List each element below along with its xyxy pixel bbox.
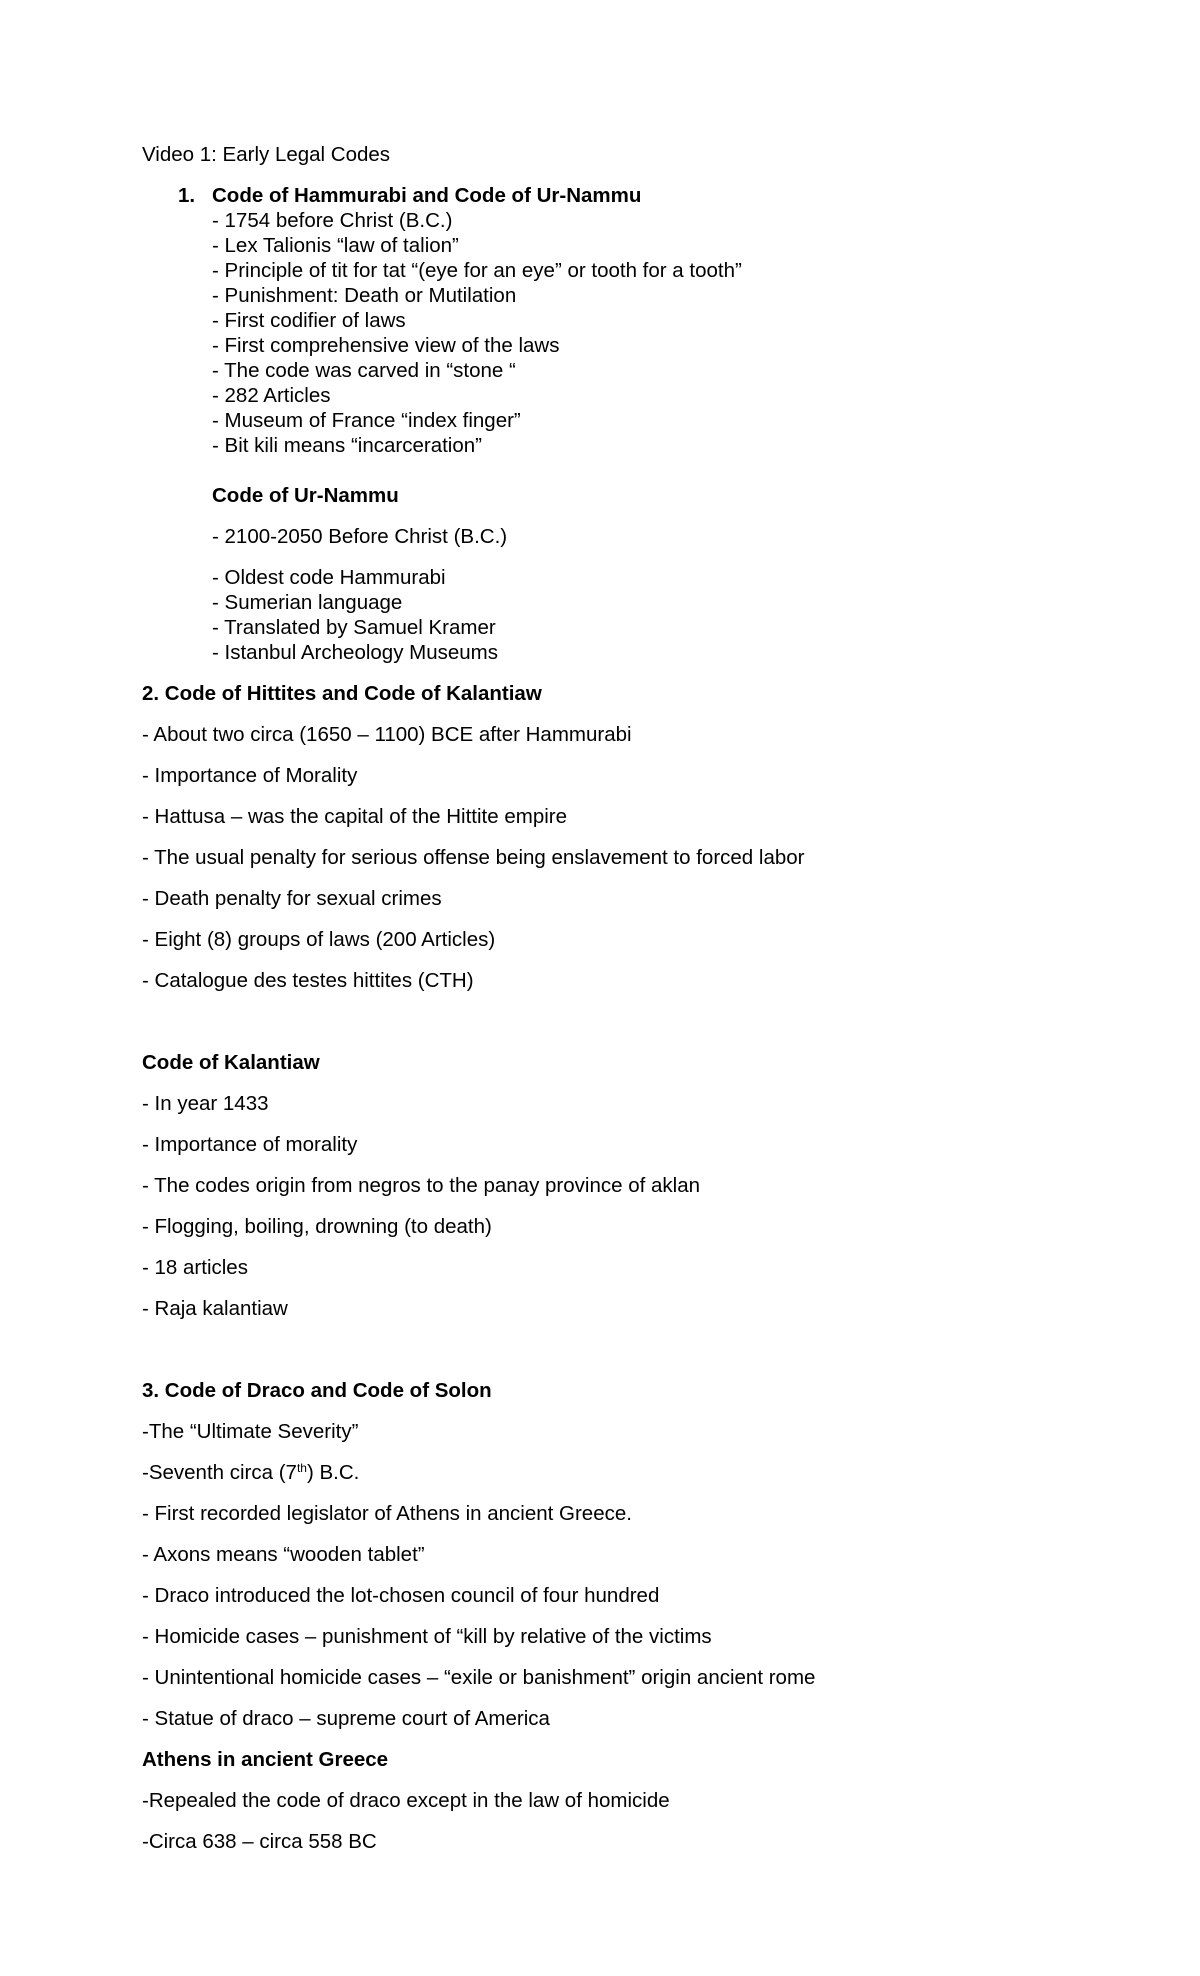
list-item: - Eight (8) groups of laws (200 Articles) xyxy=(142,928,496,951)
list-item: - Catalogue des testes hittites (CTH) xyxy=(142,969,474,992)
section-1-heading: Code of Hammurabi and Code of Ur-Nammu xyxy=(212,184,642,207)
list-item: - Museum of France “index finger” xyxy=(212,409,521,432)
list-item: - Lex Talionis “law of talion” xyxy=(212,234,459,257)
list-item: - Unintentional homicide cases – “exile or banishment” origin ancient rome xyxy=(142,1666,816,1689)
list-item: - Istanbul Archeology Museums xyxy=(212,641,498,664)
list-item: - First comprehensive view of the laws xyxy=(212,334,560,357)
list-item: - Punishment: Death or Mutilation xyxy=(212,284,517,307)
section-3-heading: 3. Code of Draco and Code of Solon xyxy=(142,1379,492,1402)
list-item-seventh-circa xyxy=(142,1460,359,1486)
list-item: - Homicide cases – punishment of “kill by relative of the victims xyxy=(142,1625,712,1648)
list-item: - Axons means “wooden tablet” xyxy=(142,1543,425,1566)
text-run: ) B.C. xyxy=(306,1461,360,1484)
list-item: - Translated by Samuel Kramer xyxy=(212,616,496,639)
list-item: - About two circa (1650 – 1100) BCE after Hammurabi xyxy=(142,723,632,746)
list-item: - Importance of morality xyxy=(142,1133,358,1156)
list-item: - The codes origin from negros to the panay province of aklan xyxy=(142,1174,700,1197)
section-1-number: 1. xyxy=(178,184,196,207)
subsection-heading-athens: Athens in ancient Greece xyxy=(142,1748,389,1771)
list-item: -The “Ultimate Severity” xyxy=(142,1420,359,1443)
list-item: - First recorded legislator of Athens in ancient Greece. xyxy=(142,1502,632,1525)
list-item: - Principle of tit for tat “(eye for an eye” or tooth for a tooth” xyxy=(212,259,742,282)
subsection-heading-ur-nammu: Code of Ur-Nammu xyxy=(212,484,399,507)
list-item: - Hattusa – was the capital of the Hittite empire xyxy=(142,805,568,828)
list-item: - The usual penalty for serious offense being enslavement to forced labor xyxy=(142,846,805,869)
list-item: - Death penalty for sexual crimes xyxy=(142,887,442,910)
subsection-heading-kalantiaw: Code of Kalantiaw xyxy=(142,1051,320,1074)
list-item: - Flogging, boiling, drowning (to death) xyxy=(142,1215,492,1238)
list-item: - Bit kili means “incarceration” xyxy=(212,434,482,457)
list-item: -Repealed the code of draco except in the law of homicide xyxy=(142,1789,670,1812)
list-item: - Raja kalantiaw xyxy=(142,1297,288,1320)
list-item: - Oldest code Hammurabi xyxy=(212,566,446,589)
superscript: th xyxy=(296,1461,307,1475)
list-item: - 18 articles xyxy=(142,1256,248,1279)
list-item: -Circa 638 – circa 558 BC xyxy=(142,1830,377,1853)
list-item: - Importance of Morality xyxy=(142,764,358,787)
list-item: - The code was carved in “stone “ xyxy=(212,359,516,382)
list-item: - In year 1433 xyxy=(142,1092,269,1115)
list-item: - 1754 before Christ (B.C.) xyxy=(212,209,453,232)
list-item: - Statue of draco – supreme court of America xyxy=(142,1707,550,1730)
list-item: - 282 Articles xyxy=(212,384,331,407)
list-item: - Draco introduced the lot-chosen council of four hundred xyxy=(142,1584,660,1607)
section-2-heading: 2. Code of Hittites and Code of Kalantiaw xyxy=(142,682,542,705)
text-run: -Seventh circa (7 xyxy=(142,1461,297,1484)
list-item: - 2100-2050 Before Christ (B.C.) xyxy=(212,525,508,548)
document-title: Video 1: Early Legal Codes xyxy=(142,143,391,166)
list-item: - Sumerian language xyxy=(212,591,403,614)
list-item: - First codifier of laws xyxy=(212,309,406,332)
